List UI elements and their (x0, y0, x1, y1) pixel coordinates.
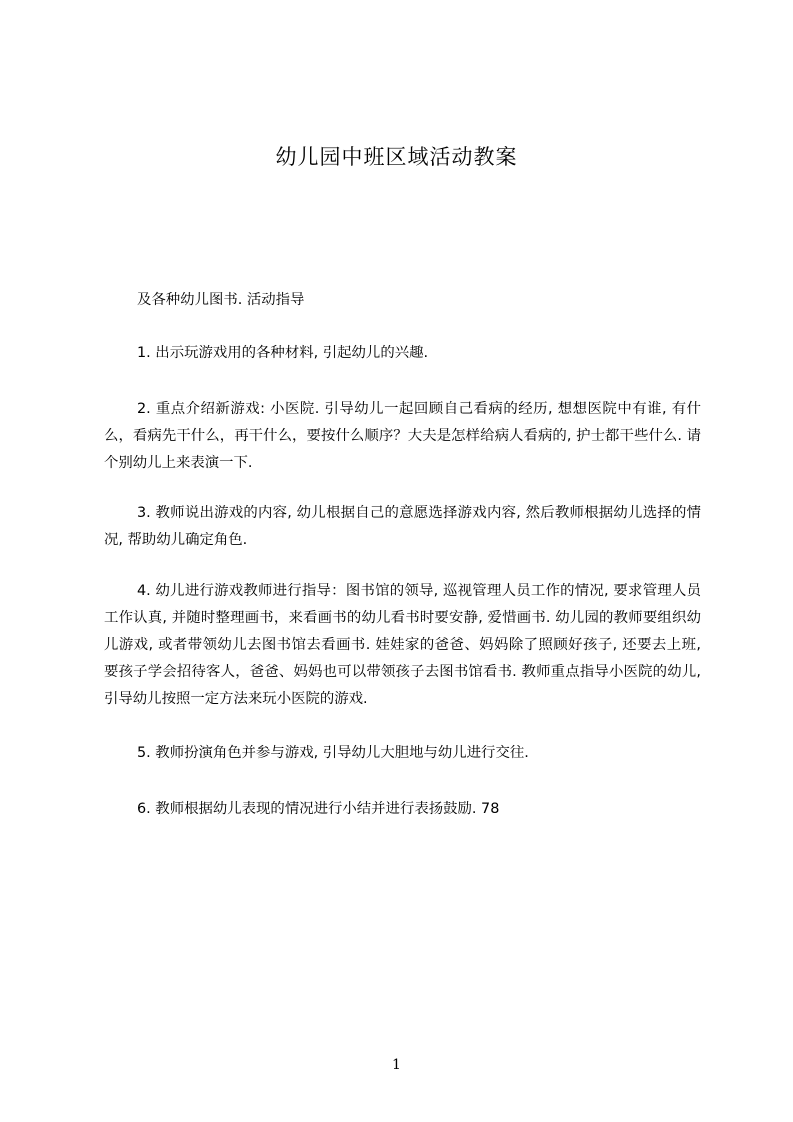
paragraph-step-3: 3. 教师说出游戏的内容, 幼儿根据自己的意愿选择游戏内容, 然后教师根据幼儿选择的情况, 帮助幼儿确定角色. (104, 505, 701, 548)
paragraph-step-6: 6. 教师根据幼儿表现的情况进行小结并进行表扬鼓励. 78 (137, 801, 500, 817)
paragraph-materials: 及各种幼儿图书. 活动指导 (137, 292, 305, 308)
document-title: 幼儿园中班区域活动教案 (275, 145, 518, 169)
paragraph-step-1: 1. 出示玩游戏用的各种材料, 引起幼儿的兴趣. (137, 345, 429, 361)
page-number: 1 (392, 1057, 401, 1073)
paragraph-step-4: 4. 幼儿进行游戏教师进行指导：图书馆的领导, 巡视管理人员工作的情况, 要求管理人员工作认真, 并随时整理画书，来看画书的幼儿看书时要安静, 爱惜画书. 幼儿园的教师要组织幼儿游戏, 或者带领幼儿去图书馆去看画书. 娃娃家的爸爸、妈妈除了照顾好孩子, 还要去上班, 要孩子学会招待客人，爸爸、妈妈也可以带领孩子去图书馆看书. 教师重点指导小医院的幼儿, 引导幼儿按照一定方法来玩小医院的游戏. (104, 583, 701, 707)
paragraph-step-5: 5. 教师扮演角色并参与游戏, 引导幼儿大胆地与幼儿进行交往. (137, 745, 529, 761)
paragraph-step-2: 2. 重点介绍新游戏: 小医院. 引导幼儿一起回顾自己看病的经历, 想想医院中有谁, 有什么，看病先干什么，再干什么，要按什么顺序？大夫是怎样给病人看病的, 护士都干些什么. 请个别幼儿上来表演一下. (104, 401, 701, 471)
